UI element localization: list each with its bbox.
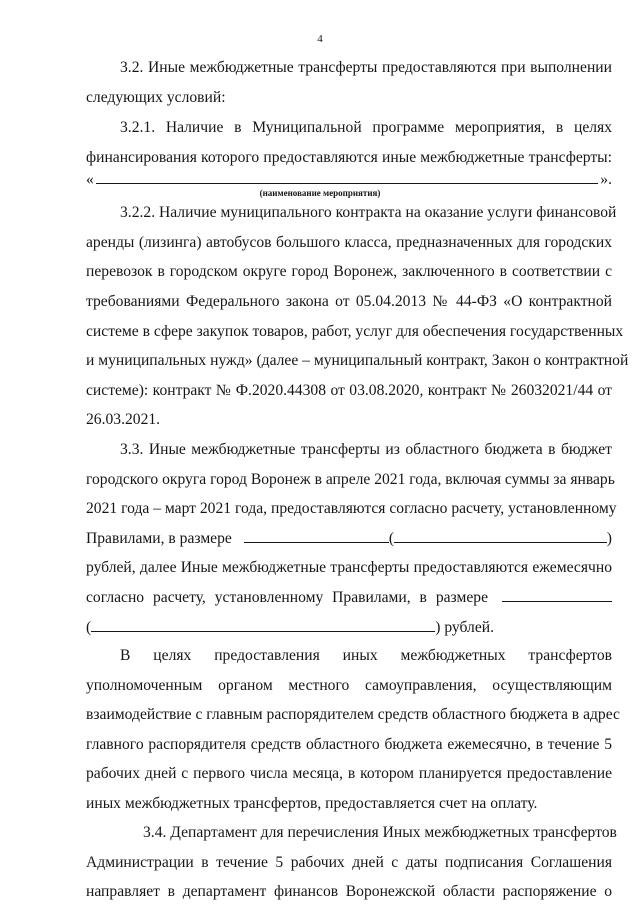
- paragraph-3-2-2-line-1: 3.2.2. Наличие муниципального контракта на оказание услуги финансовой: [120, 204, 617, 221]
- amount-number-blank[interactable]: [244, 528, 389, 543]
- amount-label: Правилами, в размере: [86, 530, 232, 547]
- paragraph-3-3-line-3: 2021 года – март 2021 года, предоставляются согласно расчету, установленному: [86, 500, 617, 517]
- paragraph-3-3-line-5: рублей, далее Иные межбюджетные трансферты предоставляются ежемесячно: [86, 559, 612, 576]
- paragraph-invoice-line-4: главного распорядителя средств областного бюджета ежемесячно, в течение 5: [86, 736, 612, 753]
- paragraph-3-4-line-3: направляет в департамент финансов Воронежской области распоряжение о: [86, 883, 612, 900]
- paragraph-3-2-2-line-5: системе в сфере закупок товаров, работ, услуг для обеспечения государственных: [86, 323, 624, 340]
- paragraph-3-2-2-line-8: 26.03.2021.: [86, 411, 161, 428]
- amount-open-paren: (: [388, 530, 395, 547]
- amount-close-paren: ): [606, 530, 612, 547]
- paragraph-invoice-line-2: уполномоченным органом местного самоуправления, осуществляющим: [86, 677, 612, 694]
- paragraph-invoice-line-3: взаимодействие с главным распорядителем средств областного бюджета в адрес: [86, 706, 620, 723]
- paragraph-3-4-line-1: 3.4. Департамент для перечисления Иных межбюджетных трансфертов: [143, 824, 617, 841]
- monthly-open-paren: (: [86, 619, 92, 636]
- measure-name-field-line: [86, 169, 612, 190]
- monthly-amount-label: согласно расчету, установленному Правилами, в размере: [86, 589, 488, 606]
- paragraph-3-2-2-line-4: требованиями Федерального закона от 05.04.2013 № 44-ФЗ «О контрактной: [86, 293, 612, 310]
- paragraph-invoice-line-5: рабочих дней с первого числа месяца, в котором планируется предоставление: [86, 765, 612, 782]
- paragraph-3-2-1-line-2: финансирования которого предоставляются иные межбюджетные трансферты:: [86, 149, 612, 166]
- paragraph-3-2-2-line-6: и муниципальных нужд» (далее – муниципальный контракт, Закон о контрактной: [86, 352, 629, 369]
- paragraph-3-3-line-1: 3.3. Иные межбюджетные трансферты из областного бюджета в бюджет: [120, 441, 612, 458]
- monthly-close-paren-rubles: ) рублей.: [435, 619, 494, 636]
- paragraph-3-2-1-line-1: 3.2.1. Наличие в Муниципальной программе мероприятия, в целях: [120, 119, 612, 136]
- monthly-amount-field-line: [86, 587, 612, 608]
- paragraph-3-2-2-line-2: аренды (лизинга) автобусов большого класса, предназначенных для городских: [86, 234, 612, 251]
- amount-field-line: [86, 528, 612, 549]
- open-quote: «: [86, 171, 94, 188]
- monthly-amount-words-blank[interactable]: [91, 617, 435, 632]
- paragraph-invoice-line-1: В целях предоставления иных межбюджетных трансфертов: [120, 647, 612, 664]
- monthly-amount-number-blank[interactable]: [502, 587, 612, 602]
- paragraph-invoice-line-6: иных межбюджетных трансфертов, предоставляется счет на оплату.: [86, 795, 538, 812]
- paragraph-3-2-line-1: 3.2. Иные межбюджетные трансферты предоставляются при выполнении: [120, 59, 612, 76]
- paragraph-3-3-line-2: городского округа город Воронеж в апреле 2021 года, включая суммы за январь: [86, 471, 615, 488]
- measure-name-blank[interactable]: [96, 169, 599, 184]
- page-number: 4: [317, 33, 323, 45]
- paragraph-3-4-line-2: Администрации в течение 5 рабочих дней с даты подписания Соглашения: [86, 854, 612, 871]
- measure-name-caption: (наименование мероприятия): [259, 188, 381, 198]
- close-quote: ».: [600, 171, 612, 188]
- paragraph-3-2-2-line-3: перевозок в городском округе город Воронеж, заключенного в соответствии с: [86, 263, 612, 280]
- paragraph-3-2-2-line-7: системе): контракт № Ф.2020.44308 от 03.08.2020, контракт № 26032021/44 от: [86, 382, 612, 399]
- amount-words-blank[interactable]: [394, 528, 607, 543]
- paragraph-3-2-line-2: следующих условий:: [86, 89, 226, 106]
- monthly-amount-words-line: [86, 617, 612, 638]
